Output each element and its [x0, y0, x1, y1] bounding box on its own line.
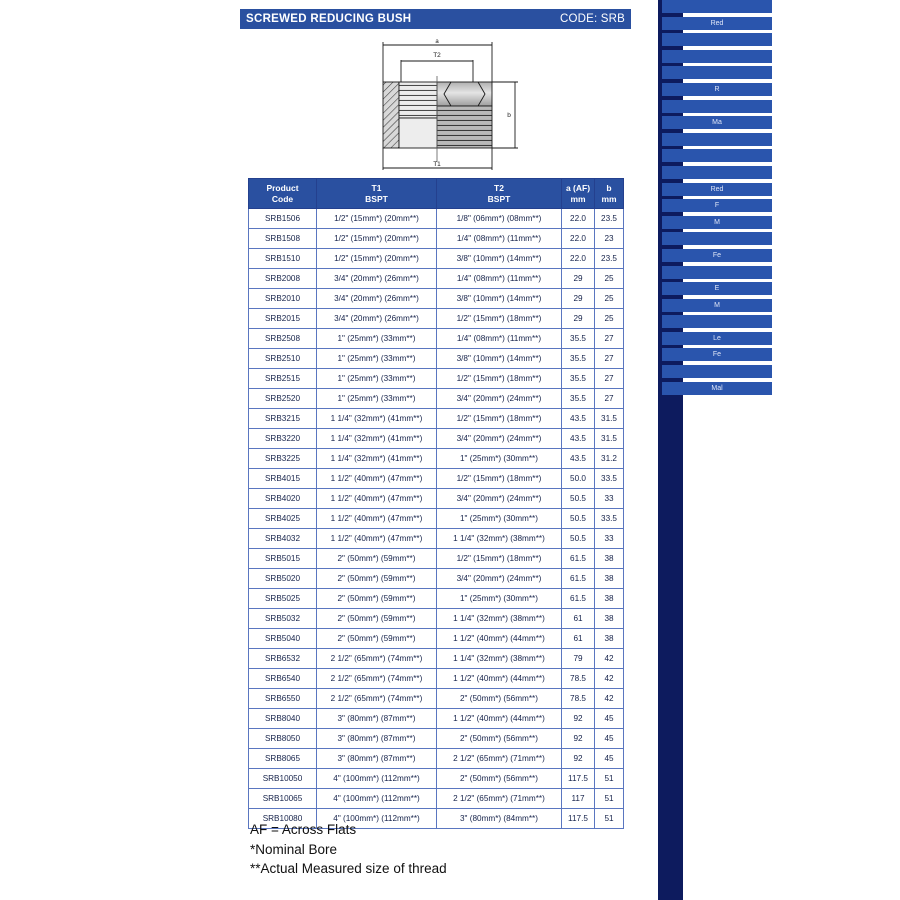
cell-t2: 1 1/4" (32mm*) (38mm**) — [437, 609, 562, 629]
cell-t2: 3/4" (20mm*) (24mm**) — [437, 389, 562, 409]
cell-t1: 1 1/2" (40mm*) (47mm**) — [317, 509, 437, 529]
cell-t1: 1/2" (15mm*) (20mm**) — [317, 209, 437, 229]
cell-a-af: 61.5 — [562, 569, 595, 589]
cell-t2: 1/2" (15mm*) (18mm**) — [437, 409, 562, 429]
nav-item-21[interactable]: Fe — [662, 348, 772, 361]
nav-item-19[interactable] — [662, 315, 772, 328]
diagram-dim-a-label: a — [435, 39, 439, 45]
cell-a-af: 92 — [562, 729, 595, 749]
cell-t2: 1 1/2" (40mm*) (44mm**) — [437, 709, 562, 729]
cell-t1: 1 1/4" (32mm*) (41mm**) — [317, 449, 437, 469]
table-row — [249, 429, 624, 449]
cell-b: 45 — [595, 709, 624, 729]
cell-product-code: SRB1508 — [249, 229, 317, 249]
cell-a-af: 43.5 — [562, 429, 595, 449]
nav-item-17[interactable]: E — [662, 282, 772, 295]
cell-a-af: 50.5 — [562, 529, 595, 549]
cell-product-code: SRB10080 — [249, 809, 317, 829]
cell-t2: 3/4" (20mm*) (24mm**) — [437, 489, 562, 509]
cell-t2: 1/4" (08mm*) (11mm**) — [437, 269, 562, 289]
cell-a-af: 78.5 — [562, 689, 595, 709]
cell-a-af: 78.5 — [562, 669, 595, 689]
cell-product-code: SRB8050 — [249, 729, 317, 749]
cell-b: 33 — [595, 489, 624, 509]
cell-t2: 1/2" (15mm*) (18mm**) — [437, 369, 562, 389]
column-header-t1: T1 BSPT — [317, 179, 437, 209]
cell-t1: 3/4" (20mm*) (26mm**) — [317, 289, 437, 309]
cell-b: 51 — [595, 789, 624, 809]
cell-t2: 3" (80mm*) (84mm**) — [437, 809, 562, 829]
nav-item-15[interactable]: Fe — [662, 249, 772, 262]
cell-a-af: 29 — [562, 309, 595, 329]
nav-item-4[interactable] — [662, 66, 772, 79]
cell-product-code: SRB1510 — [249, 249, 317, 269]
cell-t2: 2 1/2" (65mm*) (71mm**) — [437, 749, 562, 769]
cell-b: 45 — [595, 729, 624, 749]
cell-product-code: SRB2015 — [249, 309, 317, 329]
nav-item-7[interactable]: Ma — [662, 116, 772, 129]
nav-item-5[interactable]: R — [662, 83, 772, 96]
cell-t1: 2 1/2" (65mm*) (74mm**) — [317, 649, 437, 669]
table-row — [249, 649, 624, 669]
cell-b: 23.5 — [595, 209, 624, 229]
cell-a-af: 22.0 — [562, 229, 595, 249]
column-header-b: b mm — [595, 179, 624, 209]
cell-a-af: 29 — [562, 289, 595, 309]
specification-table — [248, 178, 624, 829]
product-title-bar — [240, 8, 631, 30]
nav-item-3[interactable] — [662, 50, 772, 63]
diagram-dim-t2-label: T2 — [433, 52, 441, 59]
cell-t2: 2" (50mm*) (56mm**) — [437, 729, 562, 749]
cell-product-code: SRB3215 — [249, 409, 317, 429]
cell-t1: 2" (50mm*) (59mm**) — [317, 589, 437, 609]
cell-product-code: SRB5025 — [249, 589, 317, 609]
cell-t1: 3" (80mm*) (87mm**) — [317, 749, 437, 769]
cell-t1: 4" (100mm*) (112mm**) — [317, 769, 437, 789]
cell-product-code: SRB1506 — [249, 209, 317, 229]
cell-t2: 1" (25mm*) (30mm**) — [437, 509, 562, 529]
cell-a-af: 117.5 — [562, 769, 595, 789]
cell-t1: 2" (50mm*) (59mm**) — [317, 549, 437, 569]
cell-t2: 3/8" (10mm*) (14mm**) — [437, 289, 562, 309]
table-row — [249, 589, 624, 609]
cell-t1: 3/4" (20mm*) (26mm**) — [317, 309, 437, 329]
cell-t1: 2" (50mm*) (59mm**) — [317, 569, 437, 589]
cell-t1: 2" (50mm*) (59mm**) — [317, 629, 437, 649]
cell-product-code: SRB2508 — [249, 329, 317, 349]
cell-product-code: SRB6550 — [249, 689, 317, 709]
cell-t1: 1 1/2" (40mm*) (47mm**) — [317, 529, 437, 549]
cell-b: 51 — [595, 809, 624, 829]
cell-b: 38 — [595, 629, 624, 649]
cell-t2: 1/4" (08mm*) (11mm**) — [437, 229, 562, 249]
nav-item-23[interactable]: Mal — [662, 382, 772, 395]
nav-item-16[interactable] — [662, 266, 772, 279]
cell-a-af: 35.5 — [562, 329, 595, 349]
cell-b: 31.2 — [595, 449, 624, 469]
cell-t1: 1" (25mm*) (33mm**) — [317, 329, 437, 349]
cell-product-code: SRB5032 — [249, 609, 317, 629]
cell-b: 42 — [595, 669, 624, 689]
cell-t1: 2 1/2" (65mm*) (74mm**) — [317, 689, 437, 709]
cell-product-code: SRB2510 — [249, 349, 317, 369]
footnote-nominal-bore: *Nominal Bore — [250, 841, 338, 857]
table-row — [249, 689, 624, 709]
cell-t1: 3/4" (20mm*) (26mm**) — [317, 269, 437, 289]
nav-item-8[interactable] — [662, 133, 772, 146]
cell-a-af: 117.5 — [562, 809, 595, 829]
cell-t2: 2 1/2" (65mm*) (71mm**) — [437, 789, 562, 809]
nav-item-18[interactable]: M — [662, 299, 772, 312]
cell-t2: 3/8" (10mm*) (14mm**) — [437, 249, 562, 269]
page-title: SCREWED REDUCING BUSH — [246, 13, 412, 25]
cell-a-af: 22.0 — [562, 209, 595, 229]
cell-t1: 1/2" (15mm*) (20mm**) — [317, 229, 437, 249]
cell-product-code: SRB4020 — [249, 489, 317, 509]
cell-t1: 1 1/4" (32mm*) (41mm**) — [317, 429, 437, 449]
column-header-t2: T2 BSPT — [437, 179, 562, 209]
table-row — [249, 289, 624, 309]
table-row — [249, 629, 624, 649]
cell-a-af: 43.5 — [562, 409, 595, 429]
cell-product-code: SRB6540 — [249, 669, 317, 689]
nav-item-14[interactable] — [662, 232, 772, 245]
cell-t1: 1" (25mm*) (33mm**) — [317, 389, 437, 409]
cell-t1: 1 1/2" (40mm*) (47mm**) — [317, 469, 437, 489]
cell-a-af: 50.5 — [562, 509, 595, 529]
table-row — [249, 729, 624, 749]
table-row — [249, 209, 624, 229]
cell-product-code: SRB6532 — [249, 649, 317, 669]
specification-table-container — [248, 178, 623, 829]
cell-b: 27 — [595, 329, 624, 349]
table-row — [249, 789, 624, 809]
side-navigation-strip — [658, 0, 724, 900]
cell-t1: 1" (25mm*) (33mm**) — [317, 369, 437, 389]
diagram-dim-b-label: b — [507, 112, 511, 119]
footnote-af: AF = Across Flats — [250, 822, 357, 837]
cell-t2: 1/2" (15mm*) (18mm**) — [437, 469, 562, 489]
cell-b: 27 — [595, 389, 624, 409]
cell-t2: 1 1/4" (32mm*) (38mm**) — [437, 649, 562, 669]
cell-t2: 1" (25mm*) (30mm**) — [437, 449, 562, 469]
cell-t1: 3" (80mm*) (87mm**) — [317, 709, 437, 729]
cell-t2: 1" (25mm*) (30mm**) — [437, 589, 562, 609]
cell-product-code: SRB4015 — [249, 469, 317, 489]
table-row — [249, 769, 624, 789]
table-row — [249, 309, 624, 329]
footnotes — [250, 820, 447, 879]
cell-a-af: 117 — [562, 789, 595, 809]
cell-t2: 1 1/4" (32mm*) (38mm**) — [437, 529, 562, 549]
table-row — [249, 229, 624, 249]
cell-product-code: SRB4025 — [249, 509, 317, 529]
cell-t2: 1/2" (15mm*) (18mm**) — [437, 309, 562, 329]
cell-product-code: SRB2520 — [249, 389, 317, 409]
side-navigation-items — [662, 0, 782, 398]
table-row — [249, 509, 624, 529]
cell-t2: 3/4" (20mm*) (24mm**) — [437, 429, 562, 449]
cell-t1: 1" (25mm*) (33mm**) — [317, 349, 437, 369]
table-row — [249, 609, 624, 629]
cell-product-code: SRB3220 — [249, 429, 317, 449]
nav-item-10[interactable] — [662, 166, 772, 179]
cell-product-code: SRB5015 — [249, 549, 317, 569]
cell-t2: 1/2" (15mm*) (18mm**) — [437, 549, 562, 569]
nav-item-22[interactable] — [662, 365, 772, 378]
nav-item-12[interactable]: F — [662, 199, 772, 212]
table-row — [249, 389, 624, 409]
cell-product-code: SRB8065 — [249, 749, 317, 769]
cell-t2: 1/4" (08mm*) (11mm**) — [437, 329, 562, 349]
nav-item-13[interactable]: M — [662, 216, 772, 229]
nav-item-20[interactable]: Le — [662, 332, 772, 345]
cell-b: 27 — [595, 369, 624, 389]
cell-b: 33.5 — [595, 509, 624, 529]
cell-t2: 2" (50mm*) (56mm**) — [437, 689, 562, 709]
cell-t2: 1 1/2" (40mm*) (44mm**) — [437, 669, 562, 689]
cell-a-af: 50.5 — [562, 489, 595, 509]
nav-item-11[interactable]: Red — [662, 183, 772, 196]
cell-a-af: 29 — [562, 269, 595, 289]
cell-t1: 1 1/2" (40mm*) (47mm**) — [317, 489, 437, 509]
cell-b: 23 — [595, 229, 624, 249]
column-header-product-code: Product Code — [249, 179, 317, 209]
column-header-a-af: a (AF) mm — [562, 179, 595, 209]
cell-t1: 3" (80mm*) (87mm**) — [317, 729, 437, 749]
cell-a-af: 22.0 — [562, 249, 595, 269]
diagram-dim-t1-label: T1 — [433, 161, 441, 168]
cell-t2: 2" (50mm*) (56mm**) — [437, 769, 562, 789]
cell-product-code: SRB5040 — [249, 629, 317, 649]
cell-b: 27 — [595, 349, 624, 369]
cell-product-code: SRB4032 — [249, 529, 317, 549]
cell-a-af: 61 — [562, 629, 595, 649]
table-row — [249, 329, 624, 349]
table-row — [249, 369, 624, 389]
cell-b: 38 — [595, 569, 624, 589]
cell-t1: 4" (100mm*) (112mm**) — [317, 789, 437, 809]
cell-a-af: 35.5 — [562, 389, 595, 409]
table-row — [249, 529, 624, 549]
nav-item-9[interactable] — [662, 149, 772, 162]
footnote-actual-thread: **Actual Measured size of thread — [250, 861, 447, 877]
table-row — [249, 549, 624, 569]
cell-b: 42 — [595, 649, 624, 669]
cell-product-code: SRB10050 — [249, 769, 317, 789]
nav-item-2[interactable] — [662, 33, 772, 46]
cell-b: 38 — [595, 589, 624, 609]
cell-a-af: 61.5 — [562, 549, 595, 569]
cell-product-code: SRB2010 — [249, 289, 317, 309]
nav-item-0[interactable] — [662, 0, 772, 13]
cell-a-af: 61 — [562, 609, 595, 629]
table-row — [249, 269, 624, 289]
cell-b: 31.5 — [595, 429, 624, 449]
reducing-bush-diagram — [368, 36, 628, 176]
table-row — [249, 449, 624, 469]
cell-b: 25 — [595, 309, 624, 329]
table-row — [249, 409, 624, 429]
cell-b: 25 — [595, 289, 624, 309]
cell-t1: 1 1/4" (32mm*) (41mm**) — [317, 409, 437, 429]
cell-t2: 3/8" (10mm*) (14mm**) — [437, 349, 562, 369]
cell-product-code: SRB5020 — [249, 569, 317, 589]
cell-t1: 1/2" (15mm*) (20mm**) — [317, 249, 437, 269]
cell-a-af: 92 — [562, 749, 595, 769]
cell-t1: 2" (50mm*) (59mm**) — [317, 609, 437, 629]
cell-a-af: 35.5 — [562, 349, 595, 369]
cell-b: 33.5 — [595, 469, 624, 489]
table-row — [249, 569, 624, 589]
cell-b: 31.5 — [595, 409, 624, 429]
cell-t2: 1/8" (06mm*) (08mm**) — [437, 209, 562, 229]
nav-item-6[interactable] — [662, 100, 772, 113]
cell-t2: 3/4" (20mm*) (24mm**) — [437, 569, 562, 589]
table-row — [249, 349, 624, 369]
cell-a-af: 35.5 — [562, 369, 595, 389]
product-code-label: CODE: SRB — [559, 13, 625, 25]
nav-item-1[interactable]: Red — [662, 17, 772, 30]
cell-product-code: SRB2008 — [249, 269, 317, 289]
cell-a-af: 79 — [562, 649, 595, 669]
cell-b: 38 — [595, 549, 624, 569]
cell-b: 33 — [595, 529, 624, 549]
specification-table-body — [249, 209, 624, 829]
cell-a-af: 61.5 — [562, 589, 595, 609]
cell-t1: 4" (100mm*) (112mm**) — [317, 809, 437, 829]
cell-a-af: 43.5 — [562, 449, 595, 469]
cell-b: 25 — [595, 269, 624, 289]
cell-product-code: SRB2515 — [249, 369, 317, 389]
cell-b: 42 — [595, 689, 624, 709]
cell-b: 38 — [595, 609, 624, 629]
cell-product-code: SRB8040 — [249, 709, 317, 729]
table-header-row — [249, 179, 624, 209]
table-row — [249, 669, 624, 689]
cell-t1: 2 1/2" (65mm*) (74mm**) — [317, 669, 437, 689]
table-row — [249, 709, 624, 729]
table-row — [249, 489, 624, 509]
table-row — [249, 749, 624, 769]
cell-t2: 1 1/2" (40mm*) (44mm**) — [437, 629, 562, 649]
table-row — [249, 469, 624, 489]
cell-b: 45 — [595, 749, 624, 769]
cell-b: 23.5 — [595, 249, 624, 269]
cell-b: 51 — [595, 769, 624, 789]
cell-a-af: 50.0 — [562, 469, 595, 489]
cell-product-code: SRB3225 — [249, 449, 317, 469]
table-row — [249, 249, 624, 269]
cell-a-af: 92 — [562, 709, 595, 729]
cell-product-code: SRB10065 — [249, 789, 317, 809]
